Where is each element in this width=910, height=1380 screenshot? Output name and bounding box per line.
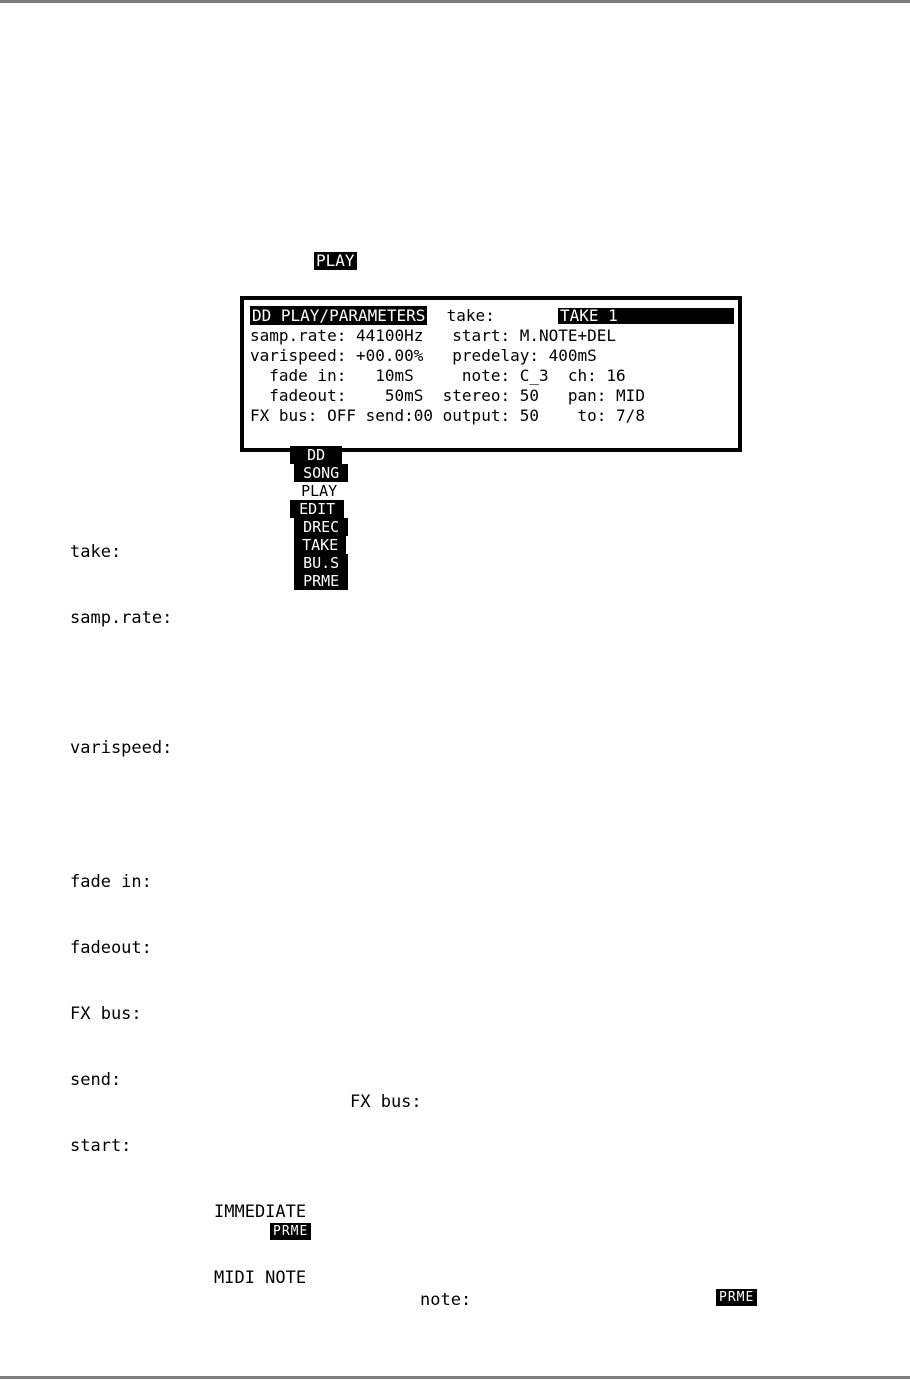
screen-row-1: samp.rate: 44100Hz start: M.NOTE+DEL [250,326,617,345]
softkey-bar [254,428,348,590]
play-key-label: PLAY [316,251,355,270]
screen-title: DD PLAY/PARAMETERS [252,306,426,325]
softkey-dd[interactable]: DD [290,446,342,464]
softkey-prme[interactable]: PRME [294,572,348,590]
top-rule [0,0,910,3]
screen-row-2: varispeed: +00.00% predelay: 400mS [250,346,597,365]
param-samp-rate: samp.rate: [70,608,173,628]
param-send: send: [70,1070,122,1090]
param-start: start: [70,1136,132,1156]
softkey-edit[interactable]: EDIT [290,500,344,518]
start-option-immediate: IMMEDIATE [214,1202,307,1222]
screen-row-4: fadeout: 50mS stereo: 50 pan: MID [250,386,645,405]
lcd-screen [240,296,742,590]
softkey-song[interactable]: SONG [294,464,348,482]
param-fadeout: fadeout: [70,938,152,958]
softkey-play[interactable]: PLAY [301,482,338,500]
param-varispeed: varispeed: [70,738,173,758]
start-option-midi-note: MIDI NOTE [214,1268,307,1288]
take-label: take: [446,306,495,325]
take-value: TAKE 1 [560,306,618,325]
note-ref: note: [420,1290,472,1310]
midi-note-prme-badge: PRME [716,1289,757,1306]
take-value-field[interactable] [558,308,734,324]
immediate-prme-badge: PRME [270,1223,311,1240]
param-fade-in: fade in: [70,872,152,892]
screen-title-row [250,306,495,326]
softkey-bus[interactable]: BU.S [294,554,348,572]
screen-row-5: FX bus: OFF send:00 output: 50 to: 7/8 [250,406,645,425]
param-fx-bus: FX bus: [70,1004,142,1024]
param-take: take: [70,542,122,562]
bottom-rule [0,1376,910,1379]
softkey-drec[interactable]: DREC [294,518,348,536]
screen-row-3: fade in: 10mS note: C_3 ch: 16 [250,366,626,385]
softkey-take[interactable]: TAKE [294,536,346,554]
send-fx-bus-ref: FX bus: [350,1092,422,1112]
